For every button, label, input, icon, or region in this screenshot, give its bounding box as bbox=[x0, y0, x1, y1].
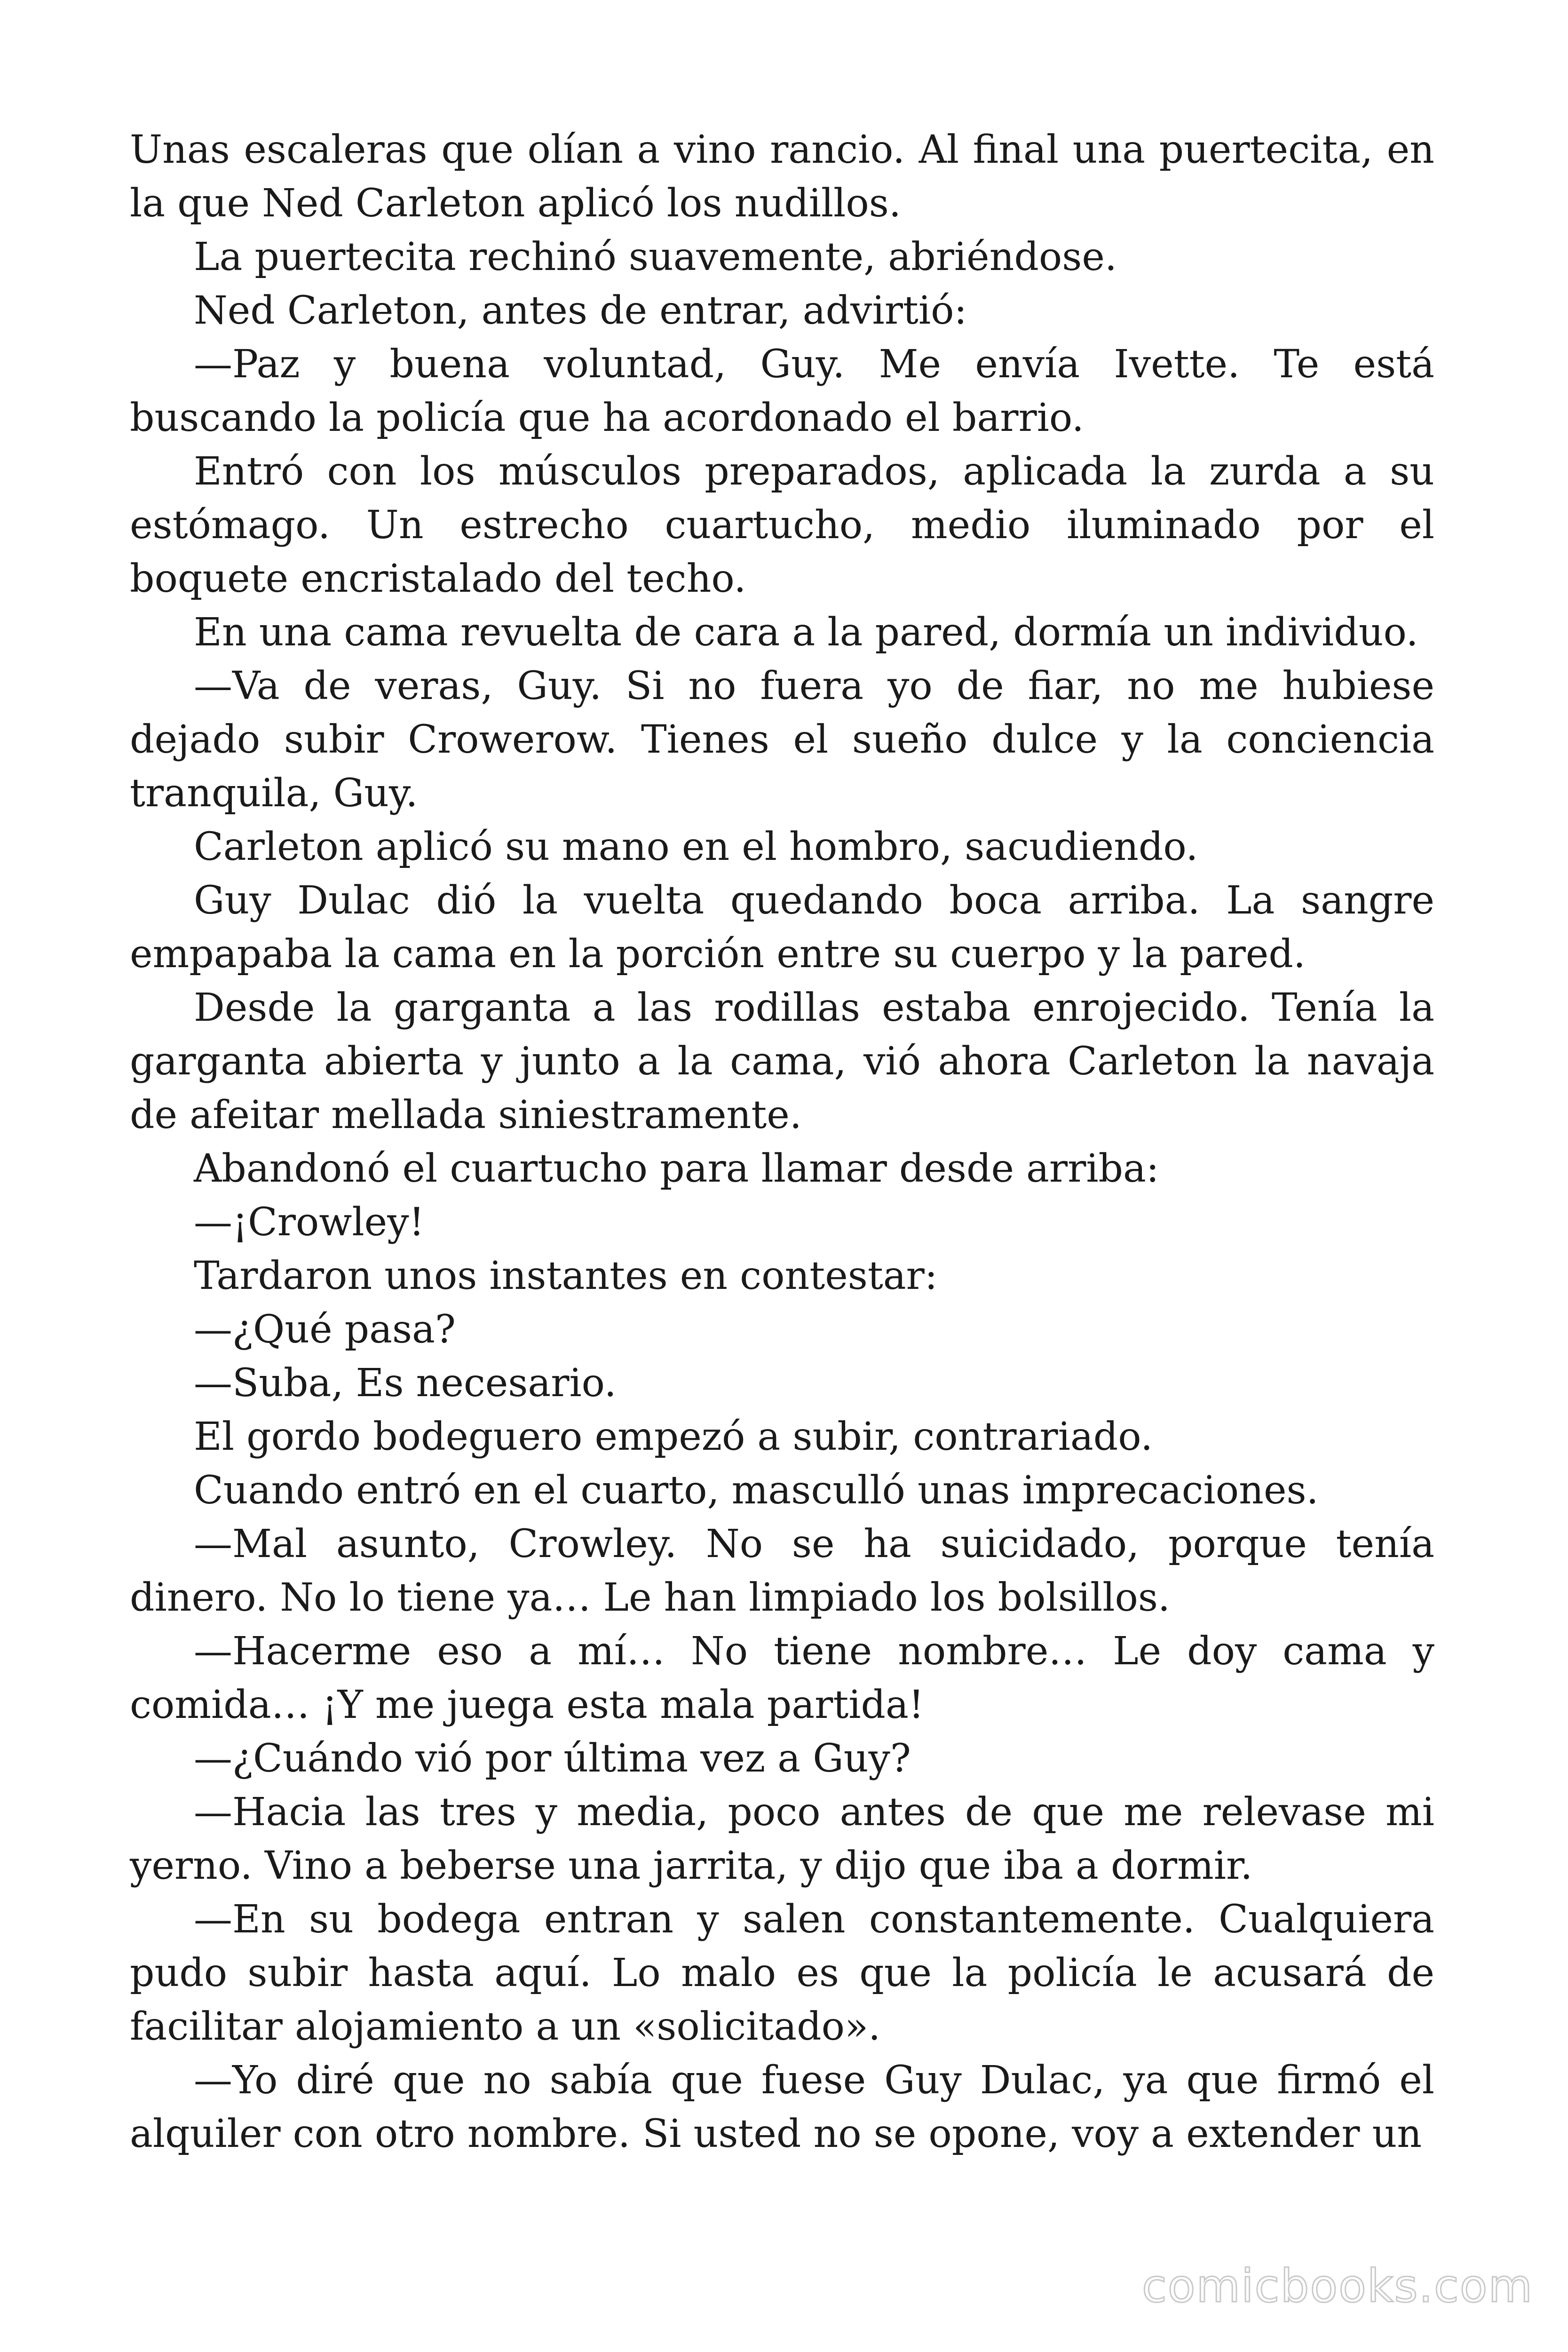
paragraph: En una cama revuelta de cara a la pared, dormía un individuo. bbox=[194, 610, 1418, 655]
paragraph: Cuando entró en el cuarto, masculló unas imprecaciones. bbox=[194, 1468, 1319, 1513]
paragraph: —¿Qué pasa? bbox=[194, 1307, 456, 1352]
paragraph: Ned Carleton, antes de entrar, advirtió: bbox=[194, 288, 967, 333]
paragraph: —Suba, Es necesario. bbox=[194, 1361, 617, 1406]
paragraph: Tardaron unos instantes en contestar: bbox=[194, 1254, 938, 1298]
paragraph: —Paz y buena voluntad, Guy. Me envía Ivette. Te está buscando la policía que ha acordonado el barrio. bbox=[130, 342, 1434, 440]
paragraph: Carleton aplicó su mano en el hombro, sacudiendo. bbox=[194, 825, 1198, 869]
paragraph: —¡Crowley! bbox=[194, 1200, 425, 1245]
paragraph: —Va de veras, Guy. Si no fuera yo de fiar, no me hubiese dejado subir Crowerow. Tienes el sueño dulce y la conciencia tranquila, Guy. bbox=[130, 664, 1434, 816]
paragraph: —Hacerme eso a mí… No tiene nombre… Le doy cama y comida… ¡Y me juega esta mala partida! bbox=[130, 1629, 1434, 1727]
paragraph: —Hacia las tres y media, poco antes de que me relevase mi yerno. Vino a beberse una jarrita, y dijo que iba a dormir. bbox=[130, 1790, 1434, 1888]
paragraph: —¿Cuándo vió por última vez a Guy? bbox=[194, 1736, 911, 1781]
paragraph: —Yo diré que no sabía que fuese Guy Dulac, ya que firmó el alquiler con otro nombre. Si usted no se opone, voy a extender un bbox=[130, 2058, 1434, 2156]
paragraph: Unas escaleras que olían a vino rancio. Al final una puertecita, en la que Ned Carleton aplicó los nudillos. bbox=[130, 127, 1434, 226]
paragraph: —Mal asunto, Crowley. No se ha suicidado, porque tenía dinero. No lo tiene ya… Le han limpiado los bolsillos. bbox=[130, 1522, 1434, 1620]
paragraph: La puertecita rechinó suavemente, abriéndose. bbox=[194, 235, 1117, 279]
paragraph: Entró con los músculos preparados, aplicada la zurda a su estómago. Un estrecho cuartucho, medio iluminado por el boquete encristalado del techo. bbox=[130, 449, 1434, 601]
paragraph: Abandonó el cuartucho para llamar desde arriba: bbox=[194, 1146, 1159, 1191]
paragraph: Desde la garganta a las rodillas estaba enrojecido. Tenía la garganta abierta y junto a la cama, vió ahora Carleton la navaja de afeitar mellada siniestramente. bbox=[130, 985, 1434, 1137]
paragraph: Guy Dulac dió la vuelta quedando boca arriba. La sangre empapaba la cama en la porción entre su cuerpo y la pared. bbox=[130, 878, 1434, 977]
watermark: comicbooks.com bbox=[1141, 2260, 1533, 2312]
paragraph: —En su bodega entran y salen constantemente. Cualquiera pudo subir hasta aquí. Lo malo es que la policía le acusará de facilitar alojamiento a un «solicitado». bbox=[130, 1897, 1434, 2049]
paragraph: El gordo bodeguero empezó a subir, contrariado. bbox=[194, 1414, 1153, 1459]
page-body bbox=[130, 123, 1434, 2161]
